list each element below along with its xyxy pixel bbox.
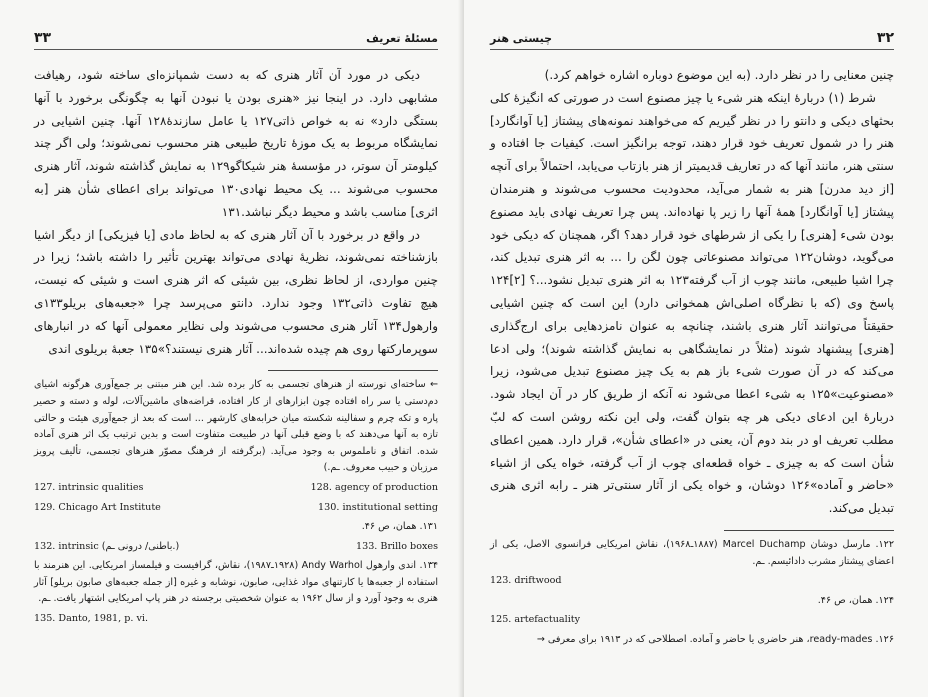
footnote-132-fa: (باطنی/ درونی ـم.) xyxy=(101,540,180,552)
right-running-head: چیستی هنر xyxy=(490,32,553,45)
left-page-number: ۳۳ xyxy=(34,30,52,46)
footnote-129: 129. Chicago Art Institute xyxy=(34,501,161,513)
footnote-135: 135. Danto, 1981, p. vi. xyxy=(34,613,149,625)
left-body-text xyxy=(34,64,438,360)
footnote-row-129-130 xyxy=(34,500,438,517)
right-body-text xyxy=(490,64,894,520)
right-paragraph-2: شرط (۱) دربارهٔ اینکه هنر شیء یا چیز مصنوع است در صورتی که انگیزهٔ کلی بحثهای دیکی و دانتو را در نظر گیریم که می‌خواهند نمونه‌های پیشتاز [یا آوانگارد] هنر را در شمول تعریف خود قرار دهند، توجه برانگیز است. کیفیات جا افتاده و سنتی هنر، مانند آنها که در تعاریف قدیمیتر از هنر بازتاب می‌یابد، احتمالاً برای آنچه [از دید مدرن] هنر به شمار می‌آید، محدودیت محسوب می‌شوند و هنرمندان پیشتاز [یا آوانگارد] همهٔ آنها را زیر پا نهاده‌اند. پس چرا تعریف نهادی باید مصنوع بودن شیء [هنری] را یکی از شرطهای خود قرار دهد؟ اگر، همچنان که دیکی خود می‌گوید، دوشان۱۲۲ می‌تواند مصنوعاتی چون لگن را ... به اثر هنری تبدیل کند، چرا اشیا طبیعی، مانند چوب از آب گرفته۱۲۳ به اثر هنری تبدیل نشود...؟ [۲]۱۲۴ پاسخ وی (که با نظرگاه اصلی‌اش همخوانی دارد) این است که چنین اشیایی حقیقتاً می‌توانند آثار هنری باشند، چنانچه به عنوان نامزدهایی برای ارج‌گذاری [هنری] پیشنهاد شوند (مثلاً در نمایشگاهی به نمایش گذاشته شوند)؛ ولی ادعا می‌کند که در آن صورت شیء باز هم به یک چیز مصنوع تبدیل می‌شود، زیرا «مصنوعیت»۱۲۵ به شیء اعطا می‌شود نه آنکه از طریق کار در آن ایجاد شود. دربارهٔ این ادعای دیکی هر چه بتوان گفت، ولی این نکته روشن است که لبّ مطلب تعریف او در بند دوم آن، یعنی در «اعطای شأن»، قرار دارد. همین اعطای شأن است که به چیزی ـ خواه قطعه‌ای چوب از آب گرفته، خواه یکی از اشیاء «حاضر و آماده»۱۲۶ دوشان، و خواه یکی از آثار سنتی‌تر هنر ـ رابه اثری هنری تبدیل می‌کند. xyxy=(490,90,894,516)
left-paragraph-2: در واقع در برخورد با آن آثار هنری که به لحاظ مادی [یا فیزیکی] از دیگر اشیا بازشناخته نمی‌شوند، نظریهٔ نهادی می‌تواند بهترین تأثیر را داشته باشد؛ زیرا در چنین مواردی، از لحاظ نظری، بین شیئی که اثر هنری است و شیئی که نیست، هیچ تفاوت ذاتی۱۳۲ وجود ندارد. دانتو می‌پرسد چرا «جعبه‌های بریلو۱۳۳ی وارهول۱۳۴ آثار هنری محسوب می‌شوند ولی نظایر معمولی آنها که در انبارهای سوپرمارکتها روی هم چیده شده‌اند... آثار هنری نیستند؟»۱۳۵ جعبهٔ بریلوی اندی xyxy=(34,227,438,356)
footnote-128: 128. agency of production xyxy=(310,481,438,493)
footnote-124: ۱۲۴. همان، ص ۴۶. xyxy=(817,594,894,606)
footnote-row-127-128 xyxy=(34,480,438,497)
right-page xyxy=(464,0,928,697)
right-footnote-rule xyxy=(724,530,894,531)
left-running-head: مسئلهٔ تعریف xyxy=(366,32,438,45)
right-footnotes xyxy=(490,537,894,649)
footnote-122: ۱۲۲. مارسل دوشان Marcel Duchamp (۱۸۸۷ـ۱۹۶۸)، نقاش امریکایی فرانسوی الاصل، یکی از اعضای پیشتاز مشرب دادائیسم. ـم. xyxy=(490,538,894,567)
footnote-134: ۱۳۴. اندی وارهول Andy Warhol (۱۹۲۸ـ۱۹۸۷)، نقاش، گرافیست و فیلمساز امریکایی. این هنرمند با استفاده از جعبه‌ها یا کارتنهای مواد غذایی، صابون، نوشابه و غیره [از جمله جعبه‌های صابون بریلو] آثار هنری به وجود آورد و از سال ۱۹۶۲ به عنوان شخصیتی برجسته در هنر پاپ امریکایی اشتهار یافت. ـم. xyxy=(34,560,439,605)
left-paragraph-1: دیکی در مورد آن آثار هنری که به دست شمپانزه‌ای ساخته شود، رهیافت مشابهی دارد. در اینجا نیز «هنری بودن یا نبودن آنها به چگونگی برخورد با آنها بستگی دارد» نه به خواص ذاتی۱۲۷ یا عامل سازندهٔ۱۲۸ آنها. چنین اشیایی در نمایشگاه مربوط به یک موزهٔ تاریخ طبیعی هنر محسوب نمی‌شوند؛ ولی اگر چند کیلومتر آن سوتر، در مؤسسهٔ هنر شیکاگو۱۲۹ به نمایش گذاشته شوند، آثار هنری محسوب می‌شوند ... یک محیط نهادی۱۳۰ می‌تواند برای اعطای شأن هنر [به اثری] مناسب باشد و محیط دیگر نباشد.۱۳۱ xyxy=(34,68,439,219)
footnote-132-en: 132. intrinsic xyxy=(34,540,99,552)
right-page-header xyxy=(490,30,894,50)
left-footnotes xyxy=(34,377,438,627)
footnote-123: 123. driftwood xyxy=(490,575,562,587)
footnote-125: 125. artefactuality xyxy=(490,614,581,626)
footnote-127: 127. intrinsic qualities xyxy=(34,481,144,493)
right-page-number: ۳۲ xyxy=(876,30,894,46)
footnote-continuation: ← ساخته‌ای نورسته از هنرهای تجسمی به کار برده شد. این هنر مبتنی بر جمع‌آوری هرگونه اشیای دم‌دستی یا سر راه افتاده چون ابزارهای از کار افتاده، قراضه‌های ماشین‌آلات، لوله و دسته و حصیر پاره و تکه چرم و سفالینه شکسته میان خرابه‌های کارشهر ... است که بعد از جمع‌آوری هیئت و حالتی تازه به آنها می‌دهند که با وضع قبلی آنها در طبیعت متفاوت است و بدین ترتیب یک اثر هنری آماده شده. اتفاق و ناملموس به وجود می‌آید. (برگرفته از فرهنگ مصوّر هنرهای تجسمی، تألیف پرویز مرزبان و حبیب معروف. ـم.) xyxy=(34,379,438,474)
footnote-131: ۱۳۱. همان، ص ۴۶. xyxy=(361,521,438,533)
left-footnote-rule xyxy=(268,370,438,371)
footnote-row-132-133 xyxy=(34,539,438,556)
footnote-130: 130. institutional setting xyxy=(318,501,438,513)
right-paragraph-1: چنین معنایی را در نظر دارد. (به این موضوع دوباره اشاره خواهم کرد.) xyxy=(544,68,894,82)
footnote-133: 133. Brillo boxes xyxy=(355,540,438,552)
footnote-126: ۱۲۶. ready-mades، هنر حاضری یا حاضر و آماده. اصطلاحی که در ۱۹۱۳ برای معرفی → xyxy=(536,633,894,645)
left-page-header xyxy=(34,30,438,50)
